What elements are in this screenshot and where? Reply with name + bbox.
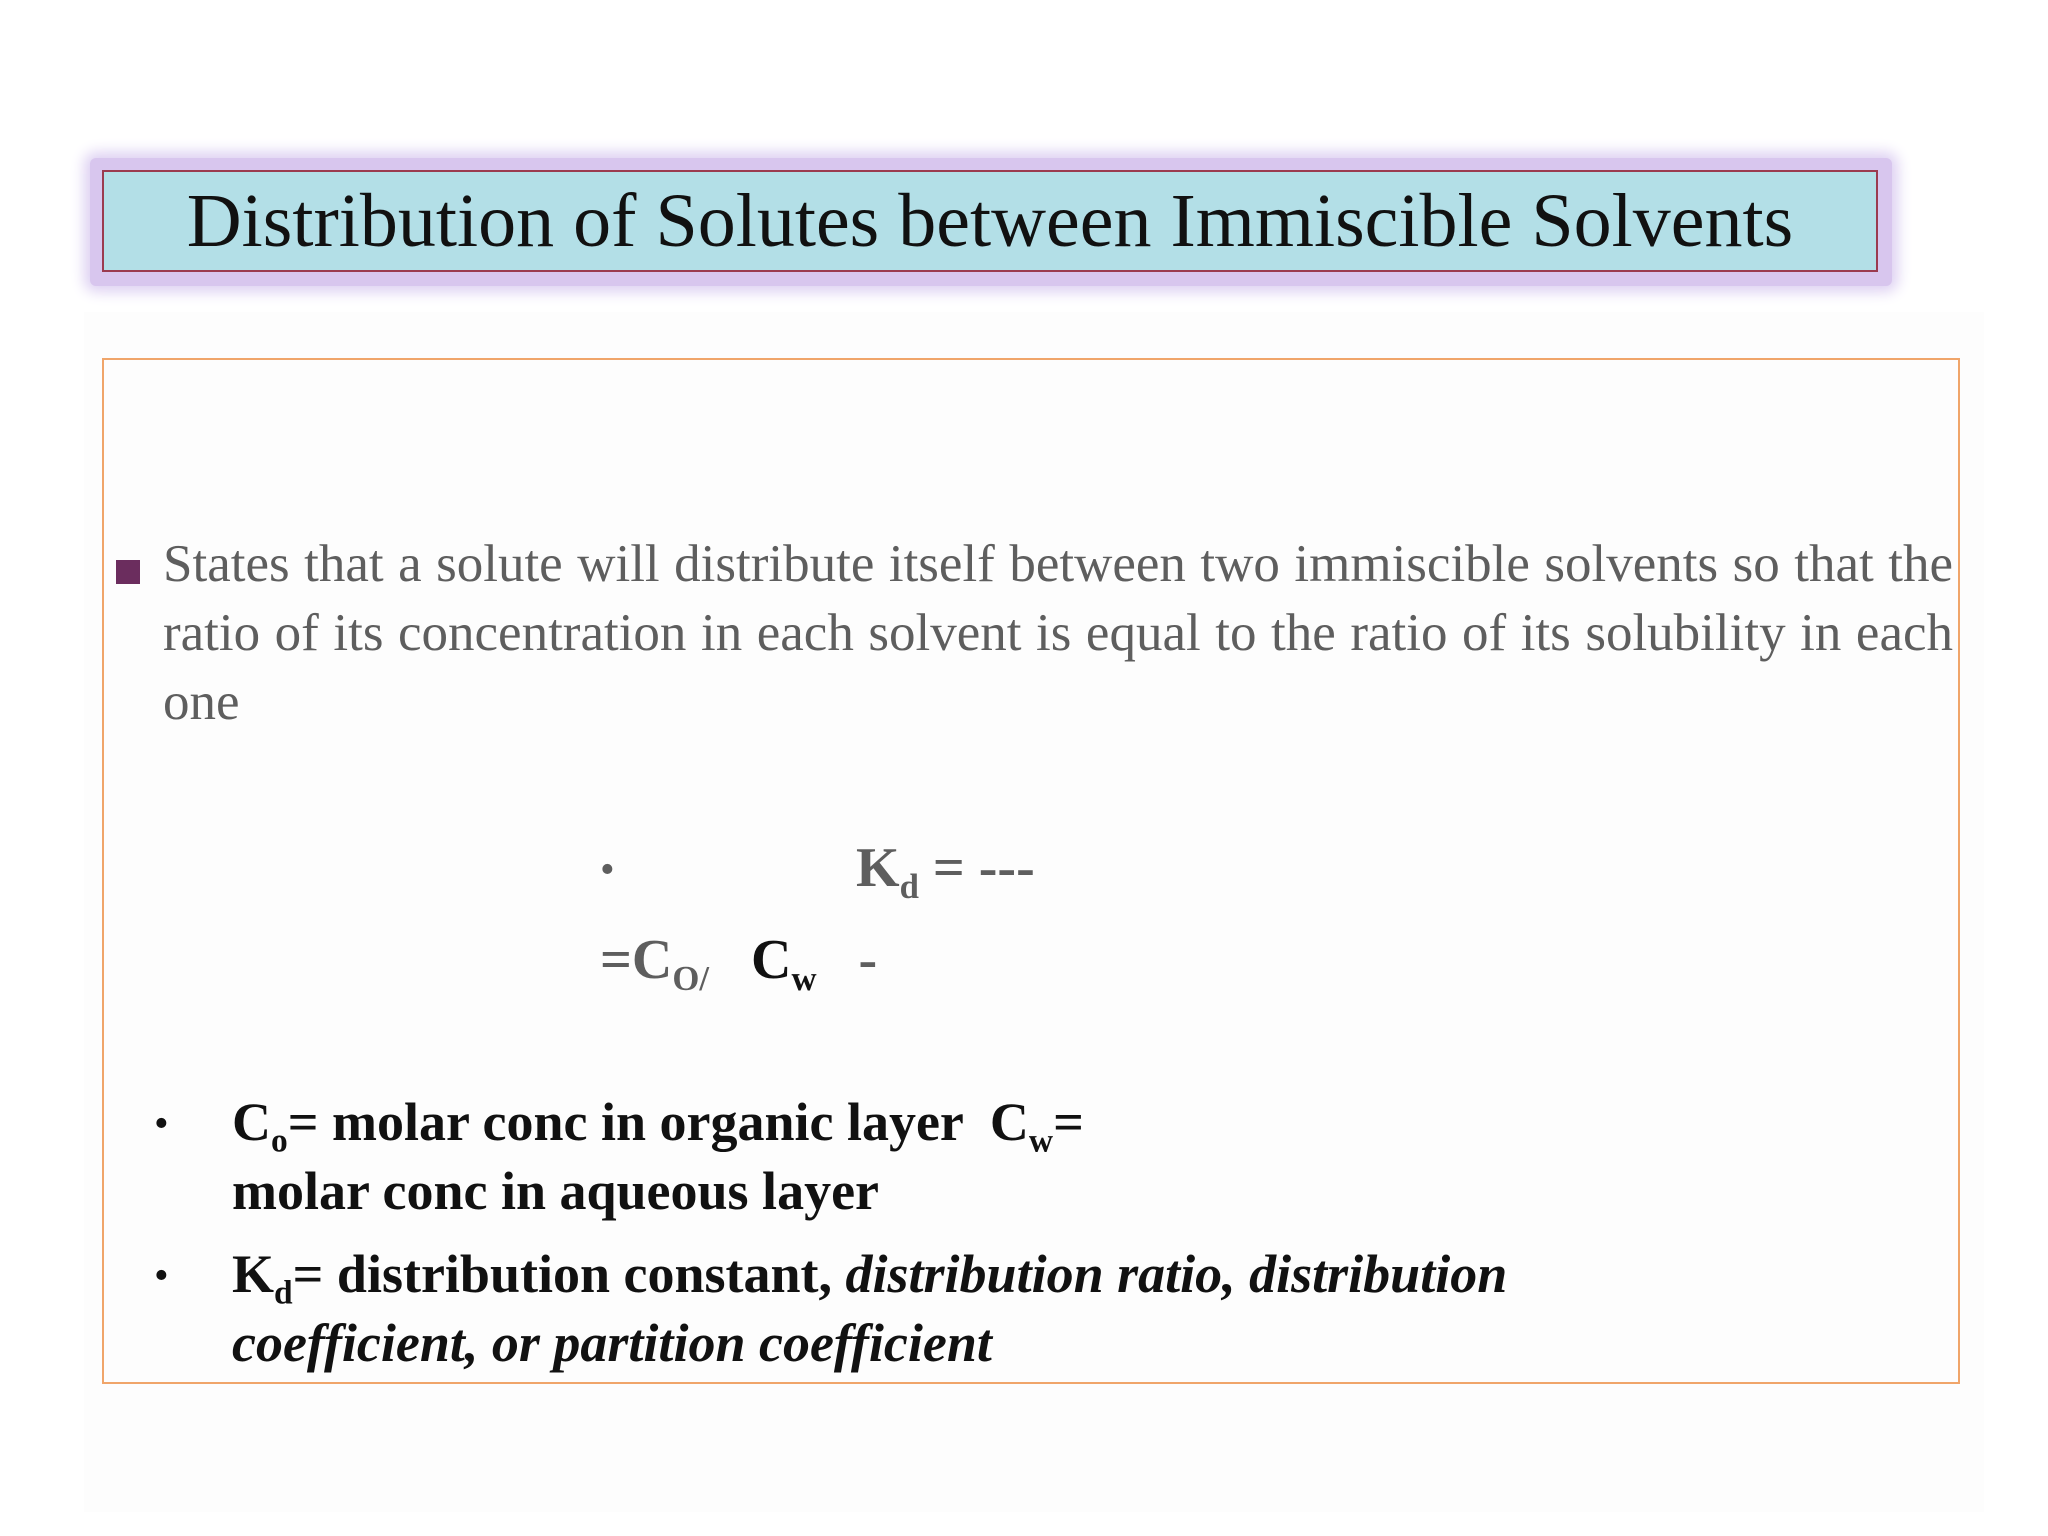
statement-paragraph: States that a solute will distribute itself between two immiscible solvents so that the ratio of its concentration in each solvent is equal to the ratio of its solubility in each one xyxy=(163,535,1953,731)
kd-rhs: = --- xyxy=(932,837,1035,899)
equation-ratio-line xyxy=(600,928,878,999)
definition-kd-line2: coefficient, or partition coefficient xyxy=(232,1313,992,1373)
title-box xyxy=(102,170,1878,272)
definition-co-line1: $C_o=$ molar conc in organic layer $C_w=$ xyxy=(232,1092,1084,1160)
cw-symbol: C xyxy=(751,929,792,991)
cw-subscript: w xyxy=(791,959,817,999)
kd-subscript: d xyxy=(899,867,919,907)
definition-co-line2: molar conc in aqueous layer xyxy=(232,1161,879,1221)
equation-kd-line xyxy=(856,836,1035,907)
definition-bullet-1: • xyxy=(154,1101,169,1147)
equation-bullet: • xyxy=(600,847,615,893)
equation-suffix: - xyxy=(858,929,878,991)
definition-kd-line1: $K_d=$ distribution constant, distribution ratio, distribution xyxy=(232,1244,1508,1312)
kd-symbol: K xyxy=(856,837,900,899)
slide-title: Distribution of Solutes between Immiscible Solvents xyxy=(186,179,1794,263)
definition-bullet-2: • xyxy=(154,1253,169,1299)
co-prefix: =C xyxy=(600,929,673,991)
co-subscript: O/ xyxy=(672,959,710,999)
square-bullet-icon xyxy=(116,560,140,584)
